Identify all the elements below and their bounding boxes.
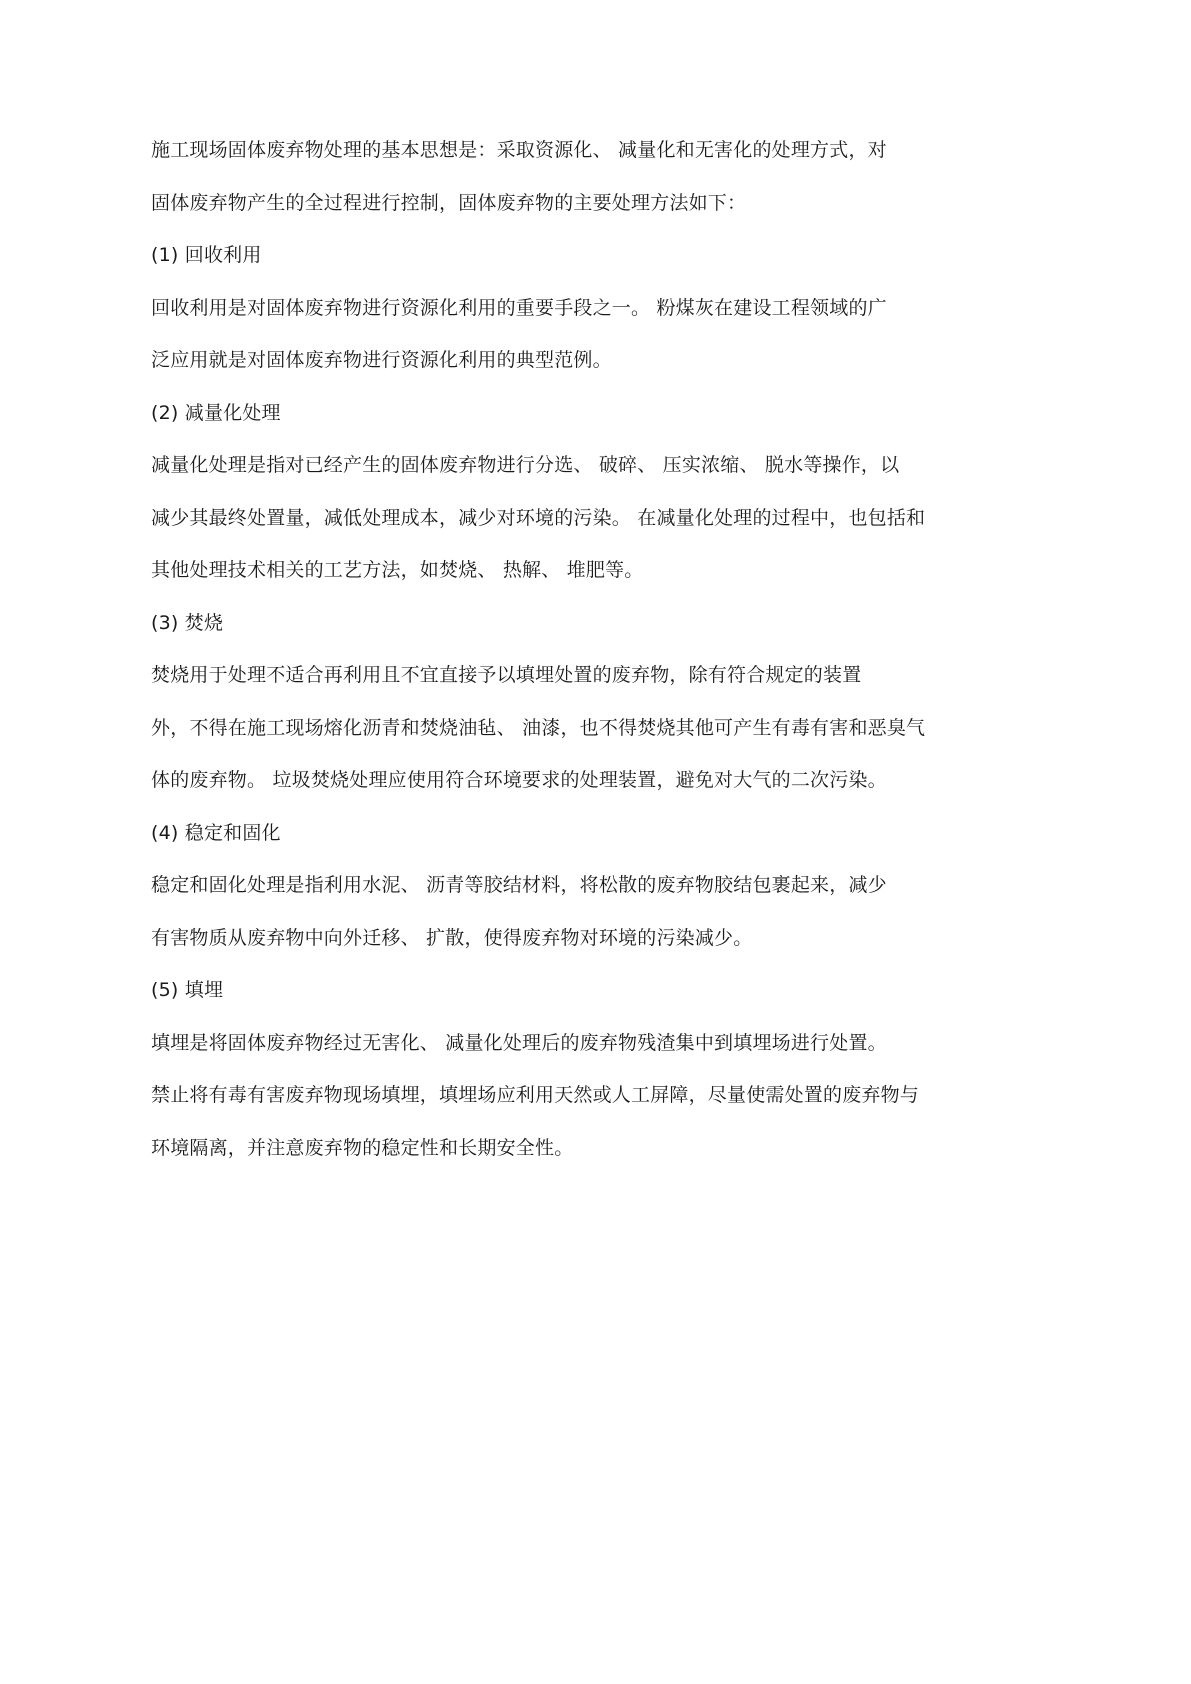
paragraph-intro-line-1: 施工现场固体废弃物处理的基本思想是：采取资源化、 减量化和无害化的处理方式，对 <box>151 139 887 161</box>
paragraph-recycling-line-1: 回收利用是对固体废弃物进行资源化利用的重要手段之一。 粉煤灰在建设工程领域的广 <box>151 296 887 319</box>
section-heading-reduction: (2) 减量化处理 <box>151 401 281 424</box>
paragraph-intro-line-2: 固体废弃物产生的全过程进行控制，固体废弃物的主要处理方法如下： <box>151 191 747 214</box>
paragraph-reduction-line-2: 减少其最终处置量，减低处理成本，减少对环境的污染。 在减量化处理的过程中，也包括和 <box>151 506 926 529</box>
document-body <box>151 140 1031 1174</box>
section-heading-recycling: (1) 回收利用 <box>151 244 262 266</box>
section-heading-landfill: (5) 填埋 <box>151 979 224 1001</box>
paragraph-landfill-line-2: 禁止将有毒有害废弃物现场填埋，填埋场应利用天然或人工屏障，尽量使需处置的废弃物与 <box>151 1084 920 1106</box>
section-heading-stabilization: (4) 稳定和固化 <box>151 821 281 844</box>
paragraph-stabilization-line-1: 稳定和固化处理是指利用水泥、 沥青等胶结材料，将松散的废弃物胶结包裹起来，减少 <box>151 874 887 896</box>
paragraph-incineration-line-3: 体的废弃物。 垃圾焚烧处理应使用符合环境要求的处理装置，避免对大气的二次污染。 <box>151 769 887 791</box>
section-heading-incineration: (3) 焚烧 <box>151 611 224 634</box>
paragraph-incineration-line-1: 焚烧用于处理不适合再利用且不宜直接予以填埋处置的废弃物，除有符合规定的装置 <box>151 664 862 686</box>
paragraph-landfill-line-3: 环境隔离，并注意废弃物的稳定性和长期安全性。 <box>151 1136 574 1159</box>
paragraph-reduction-line-3: 其他处理技术相关的工艺方法，如焚烧、 热解、 堆肥等。 <box>151 559 644 581</box>
paragraph-reduction-line-1: 减量化处理是指对已经产生的固体废弃物进行分选、 破碎、 压实浓缩、 脱水等操作，以 <box>151 454 900 476</box>
paragraph-landfill-line-1: 填埋是将固体废弃物经过无害化、 减量化处理后的废弃物残渣集中到填埋场进行处置。 <box>151 1031 887 1054</box>
paragraph-stabilization-line-2: 有害物质从废弃物中向外迁移、 扩散，使得废弃物对环境的污染减少。 <box>151 926 753 949</box>
paragraph-recycling-line-2: 泛应用就是对固体废弃物进行资源化利用的典型范例。 <box>151 349 612 371</box>
paragraph-incineration-line-2: 外，不得在施工现场熔化沥青和焚烧油毡、 油漆，也不得焚烧其他可产生有毒有害和恶臭气 <box>151 716 926 739</box>
